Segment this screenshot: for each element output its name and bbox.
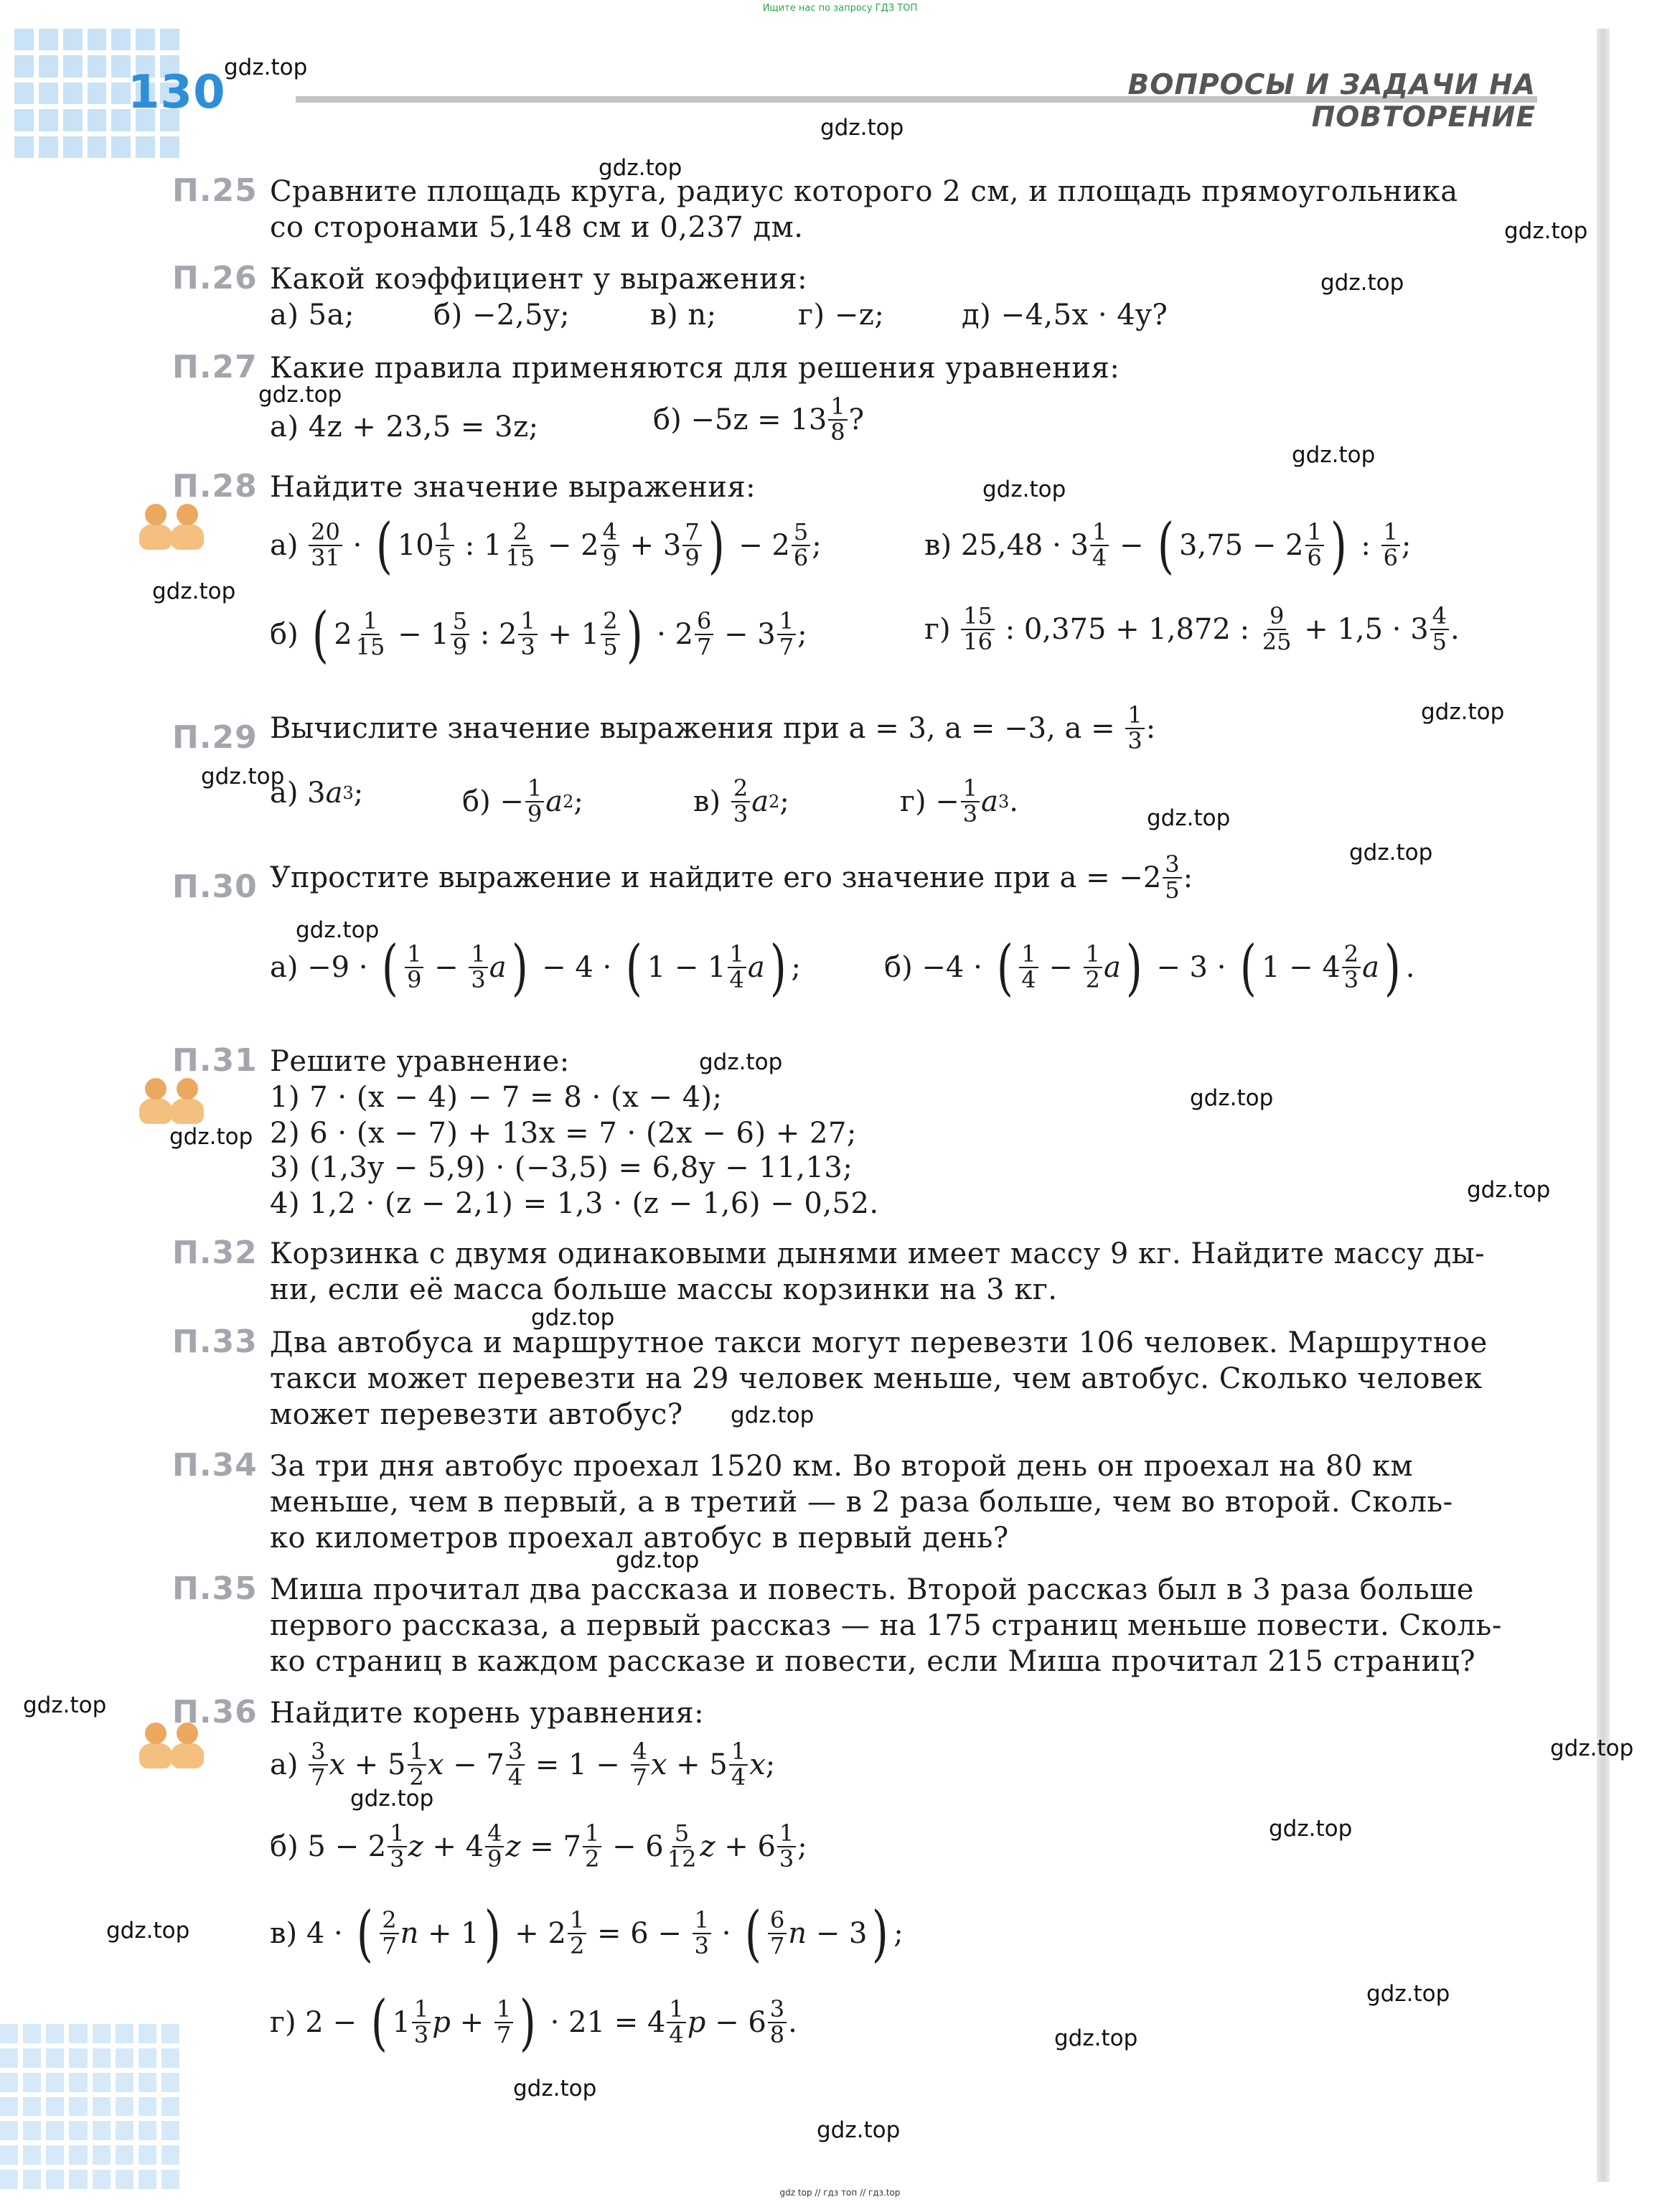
expression-c: в) 25,48 · 3 $\frac{1}{4}$ − ( 3,75 − 2 $\frac{1}{6}$ ) : $\frac{1}{6}$ ; (924, 510, 1412, 581)
watermark: gdz.top (1320, 270, 1404, 296)
problem-text: меньше, чем в первый, а в третий — в 2 раза больше, чем во второй. Сколь- (270, 1486, 1453, 1519)
problem-text: такси может перевезти на 29 человек меньше, чем автобус. Сколько человек (270, 1362, 1483, 1395)
watermark: gdz.top (599, 155, 682, 181)
watermark: gdz.top (106, 1918, 190, 1944)
option-b: б) −5z = 13 $\frac{1}{8}$ ? (653, 393, 865, 446)
watermark: gdz.top (1190, 1085, 1274, 1111)
expression-b: б) −4 · ( $\frac{1}{4}$ − $\frac{1}{2}$ a ) − 3 · ( 1 − 4 $\frac{2}{3}$ a ) . (884, 932, 1415, 1003)
fraction: $\frac{1}{8}$ (828, 395, 847, 444)
problem-label: П.36 (172, 1694, 258, 1730)
expression-b: б) ( 2 $\frac{1}{15}$ − 1 $\frac{5}{9}$ : 2 $\frac{1}{3}$ + 1 $\frac{2}{5}$ ) · 2 $\frac{6}{7}$ − 3 $\frac{1}{7}$ ; (270, 599, 807, 670)
watermark: gdz.top (350, 1786, 434, 1812)
watermark: gdz.top (616, 1547, 700, 1573)
option-a: а) 5a; (270, 299, 355, 332)
problem-text: Решите уравнение: (270, 1045, 570, 1078)
pair-work-icon (136, 500, 208, 550)
watermark: gdz.top (1054, 2025, 1138, 2051)
expression-a: а) −9 · ( $\frac{1}{9}$ − $\frac{1}{3}$ a ) − 4 · ( 1 − 1 $\frac{1}{4}$ a ) ; (270, 932, 802, 1003)
problem-label: П.35 (172, 1570, 258, 1607)
expression-d: г) $\frac{15}{16}$ : 0,375 + 1,872 : $\frac{9}{25}$ + 1,5 · 3 $\frac{4}{5}$ . (924, 602, 1460, 655)
option-c: в) n; (650, 299, 717, 332)
watermark: gdz.top (201, 764, 285, 789)
watermark: gdz.top (1366, 1981, 1450, 2007)
watermark: gdz.top (1269, 1816, 1353, 1842)
option-b-text: б) −5z = 13 (653, 403, 827, 436)
bottom-note: gdz top // гдз топ // гдз.top (779, 2188, 901, 2198)
watermark: gdz.top (1349, 840, 1433, 866)
equation-a: а) $\frac{3}{7}$ x + 5 $\frac{1}{2}$ x − 7 $\frac{3}{4}$ = 1 − $\frac{4}{7}$ x + 5 $\frac{1}{4}$ x ; (270, 1738, 776, 1791)
watermark: gdz.top (296, 917, 380, 943)
problem-label: П.32 (172, 1234, 258, 1271)
equation-3: 3) (1,3y − 5,9) · (−3,5) = 6,8y − 11,13; (270, 1151, 853, 1184)
option-c: в) $\frac{2}{3}$ a 2 ; (693, 774, 789, 828)
equation-c: в) 4 · ( $\frac{2}{7}$ n + 1 ) + 2 $\frac{1}{2}$ = 6 − $\frac{1}{3}$ · ( $\frac{6}{7}$ n − 3 ) ; (270, 1898, 904, 1969)
watermark: gdz.top (224, 55, 308, 80)
watermark: gdz.top (513, 2076, 597, 2101)
watermark: gdz.top (23, 1692, 107, 1718)
problem-label: П.25 (172, 172, 258, 209)
watermark: gdz.top (817, 2117, 901, 2143)
watermark: gdz.top (731, 1402, 815, 1428)
pair-work-icon (136, 1074, 208, 1124)
option-d: г) − $\frac{1}{3}$ a 3 . (900, 774, 1019, 828)
problem-label: П.28 (172, 468, 258, 505)
problem-label: П.30 (172, 868, 258, 905)
problem-text: За три дня автобус проехал 1520 км. Во второй день он проехал на 80 км (270, 1450, 1414, 1483)
problem-text: Найдите корень уравнения: (270, 1697, 705, 1730)
equation-4: 4) 1,2 · (z − 2,1) = 1,3 · (z − 1,6) − 0,52. (270, 1187, 879, 1220)
option-d: г) −z; (798, 299, 885, 332)
watermark: gdz.top (258, 382, 342, 408)
problem-text: первого рассказа, а первый рассказ — на 175 страниц меньше повести. Сколь- (270, 1609, 1502, 1642)
problem-text: Сравните площадь круга, радиус которого 2 см, и площадь прямоугольника (270, 175, 1458, 208)
problem-text: Миша прочитал два рассказа и повесть. Второй рассказ был в 3 раза больше (270, 1573, 1474, 1606)
problem-text: Корзинка с двумя одинаковыми дынями имеет массу 9 кг. Найдите массу ды- (270, 1237, 1486, 1270)
option-a: а) 3 a 3 ; (270, 777, 364, 810)
watermark: gdz.top (1421, 699, 1505, 725)
problem-text: Упростите выражение и найдите его значение при a = −2 $\frac{3}{5}$ : (270, 851, 1193, 904)
option-b: б) −2,5y; (433, 299, 571, 332)
option-a: а) 4z + 23,5 = 3z; (270, 411, 539, 444)
option-b: б) − $\frac{1}{9}$ a 2 ; (462, 774, 583, 828)
problem-label: П.27 (172, 349, 258, 385)
problem-label: П.31 (172, 1042, 258, 1079)
problem-text: ни, если её масса больше массы корзинки на 3 кг. (270, 1273, 1058, 1306)
top-search-note: Ищите нас по запросу ГДЗ ТОП (762, 3, 918, 14)
option-e: д) −4,5x · 4y? (962, 299, 1168, 332)
problem-text: Вычислите значение выражения при a = 3, a = −3, a = $\frac{1}{3}$ : (270, 701, 1156, 754)
equation-b: б) 5 − 2 $\frac{1}{3}$ z + 4 $\frac{4}{9}$ z = 7 $\frac{1}{2}$ − 6 $\frac{5}{12}$ z + 6 $\frac{1}{3}$ ; (270, 1819, 807, 1873)
equation-d: г) 2 − ( 1 $\frac{1}{3}$ p + $\frac{1}{7}$ ) · 21 = 4 $\frac{1}{4}$ p − 6 $\frac{3}{8}$ . (270, 1987, 797, 2058)
problem-text: ко километров проехал автобус в первый день? (270, 1522, 1009, 1555)
problem-text: Какой коэффициент у выражения: (270, 263, 808, 296)
watermark: gdz.top (982, 477, 1066, 502)
problem-text: может перевезти автобус? (270, 1398, 683, 1431)
watermark: gdz.top (531, 1305, 615, 1331)
problem-text: Два автобуса и маршрутное такси могут перевезти 106 человек. Маршрутное (270, 1326, 1488, 1359)
problem-text: со сторонами 5,148 см и 0,237 дм. (270, 211, 804, 244)
equation-2: 2) 6 · (x − 7) + 13x = 7 · (2x − 6) + 27; (270, 1117, 857, 1150)
watermark: gdz.top (1550, 1735, 1634, 1761)
expression-a: а) $\frac{20}{31}$ · ( 10 $\frac{1}{5}$ : 1 $\frac{2}{15}$ − 2 $\frac{4}{9}$ + 3 $\frac{7}{9}$ ) − 2 $\frac{5}{6}$ ; (270, 510, 822, 581)
watermark: gdz.top (169, 1124, 253, 1150)
equation-1: 1) 7 · (x − 4) − 7 = 8 · (x − 4); (270, 1081, 723, 1114)
corner-tiles-decoration-bottom (0, 2024, 179, 2189)
book-spine-shadow (1597, 29, 1610, 2182)
problem-text: Какие правила применяются для решения уравнения: (270, 352, 1120, 385)
problem-text: ко страниц в каждом рассказе и повести, если Миша прочитал 215 страниц? (270, 1645, 1476, 1678)
page-number: 130 (128, 66, 226, 119)
watermark: gdz.top (152, 578, 236, 604)
watermark: gdz.top (1467, 1177, 1551, 1203)
watermark: gdz.top (820, 115, 904, 141)
problem-text: Найдите значение выражения: (270, 471, 756, 504)
watermark: gdz.top (699, 1049, 783, 1075)
problem-text-main: Упростите выражение и найдите его значение при a = −2 (270, 861, 1162, 894)
problem-label: П.34 (172, 1447, 258, 1484)
problem-label: П.26 (172, 260, 258, 296)
watermark: gdz.top (1147, 805, 1231, 831)
watermark: gdz.top (1292, 442, 1376, 468)
problem-label: П.29 (172, 719, 258, 756)
problem-label: П.33 (172, 1323, 258, 1360)
watermark: gdz.top (1504, 218, 1588, 244)
problem-text-main: Вычислите значение выражения при a = 3, a = −3, a = (270, 711, 1115, 745)
section-title: ВОПРОСЫ И ЗАДАЧИ НА ПОВТОРЕНИЕ (1127, 69, 1536, 133)
